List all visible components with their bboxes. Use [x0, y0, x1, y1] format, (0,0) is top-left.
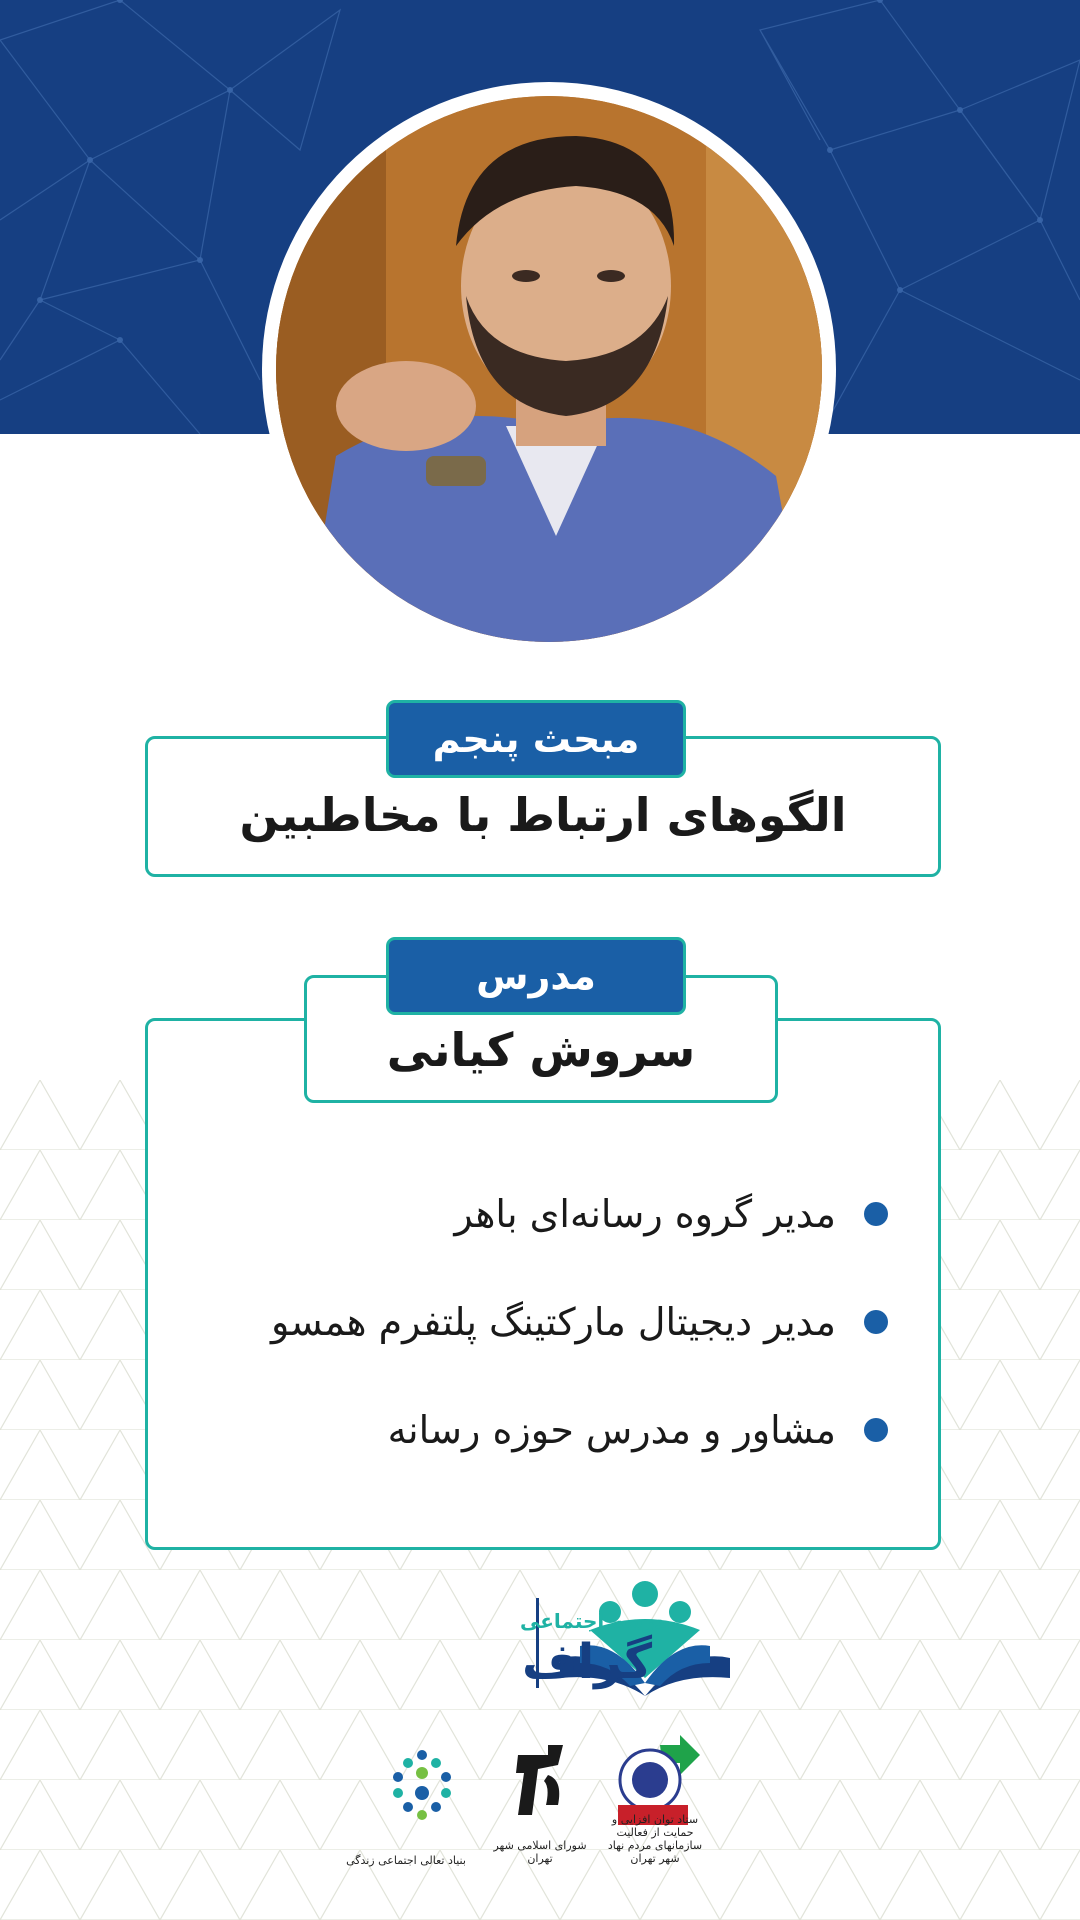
speaker-photo: [276, 96, 822, 642]
svg-text:گراف: گراف: [522, 1634, 652, 1690]
partner-caption: ستاد توان افزایی و حمایت از فعالیت سازمانهای مردم نهاد شهر تهران: [607, 1813, 703, 1865]
partner-logo-social-foundation: [346, 1745, 466, 1867]
bio-item-text: مشاور و مدرس حوزه رسانه: [387, 1408, 836, 1452]
topic-title: الگوهای ارتباط با مخاطبین: [239, 788, 847, 842]
bullet-dot-icon: [864, 1310, 888, 1334]
partner-logo-city-council: [488, 1745, 592, 1865]
partner-caption: شورای اسلامی شهر تهران: [493, 1839, 587, 1865]
teacher-bio-list: [160, 1160, 888, 1484]
bio-item: [160, 1160, 888, 1268]
bio-item-text: مدیر دیجیتال مارکتینگ پلتفرم همسو: [271, 1300, 836, 1344]
partner-caption: بنیاد تعالی اجتماعی زندگی: [346, 1854, 466, 1867]
partner-logo-tehran-ngo: [600, 1735, 710, 1865]
topic-label: مبحث پنجم: [386, 700, 686, 778]
bullet-dot-icon: [864, 1202, 888, 1226]
city-council-emblem-icon: [488, 1745, 592, 1825]
foundation-emblem-icon: [346, 1745, 466, 1831]
bio-item-text: مدیر گروه رسانه‌ای باهر: [454, 1192, 836, 1236]
bio-item: [160, 1376, 888, 1484]
teacher-name: سروش کیانی: [386, 1023, 696, 1077]
graph-logo-icon: [340, 1578, 740, 1708]
bullet-dot-icon: [864, 1418, 888, 1442]
bio-item: [160, 1268, 888, 1376]
teacher-label: مدرس: [386, 937, 686, 1015]
svg-text:مدرسه اجتماعی: مدرسه اجتماعی: [520, 1609, 679, 1633]
graph-school-logo: [340, 1578, 740, 1708]
